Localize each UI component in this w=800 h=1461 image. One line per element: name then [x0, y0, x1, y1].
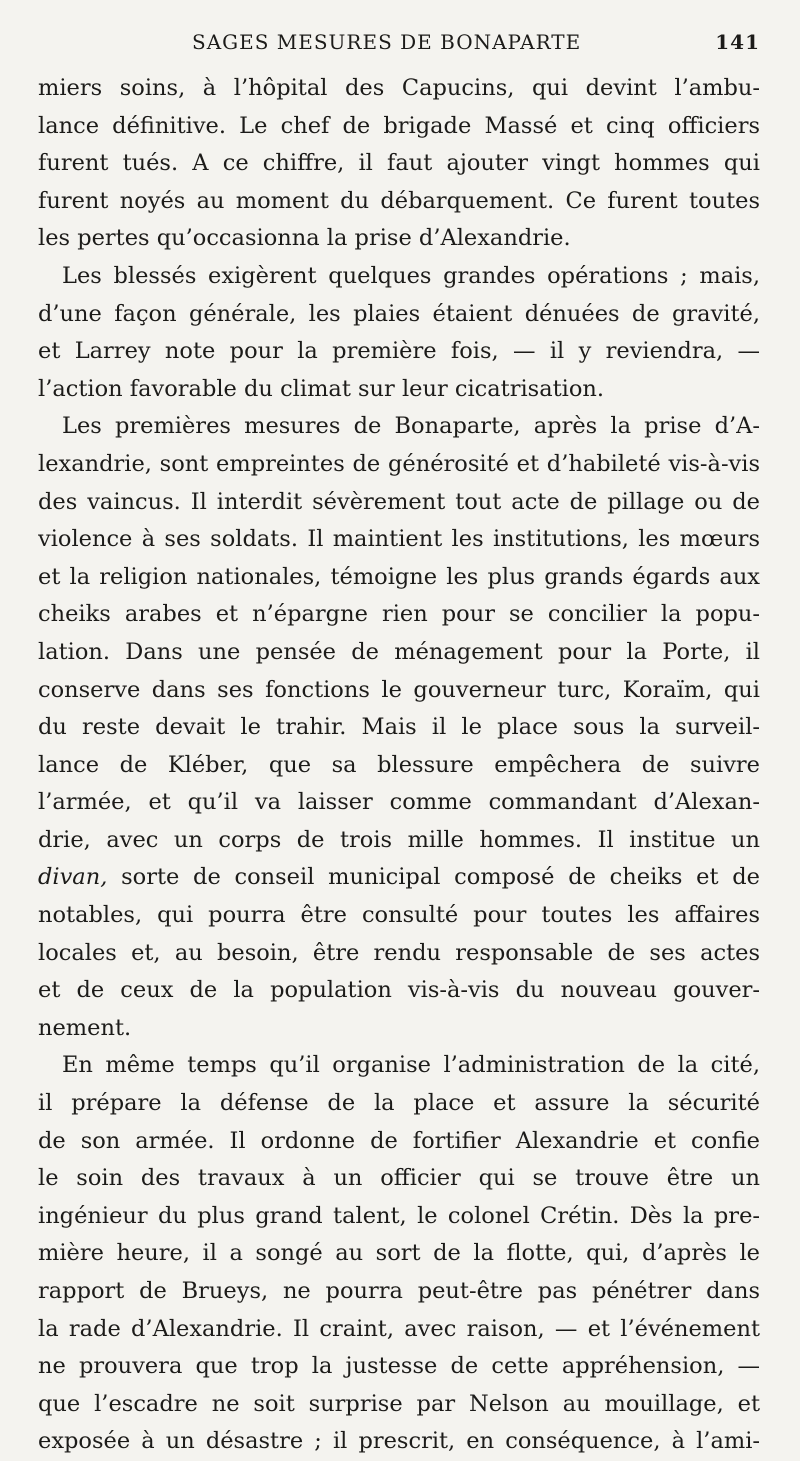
- text-line: miers soins, à l’hôpital des Capucins, qui devint l’ambu-: [38, 75, 760, 101]
- text-line: drie, avec un corps de trois mille hommes. Il institue un: [38, 826, 760, 853]
- text-line: et la religion nationales, témoigne les plus grands égards aux: [38, 563, 760, 590]
- text-line: il prépare la défense de la place et assure la sécurité: [38, 1090, 760, 1117]
- text-line: les pertes qu’occasionna la prise d’Alexandrie.: [38, 225, 571, 252]
- text-line: furent tués. A ce chiffre, il faut ajouter vingt hommes qui: [38, 150, 760, 177]
- text-line: l’armée, et qu’il va laisser comme commandant d’Alexan-: [38, 789, 760, 816]
- text-line: exposée à un désastre ; il prescrit, en conséquence, à l’ami-: [38, 1428, 760, 1455]
- text-line: du reste devait le trahir. Mais il le place sous la surveil-: [38, 714, 760, 741]
- text-line: conserve dans ses fonctions le gouverneur turc, Koraïm, qui: [38, 676, 760, 703]
- running-title: SAGES MESURES DE BONAPARTE: [192, 30, 582, 54]
- text-line: mière heure, il a songé au sort de la flotte, qui, d’après le: [38, 1240, 760, 1267]
- text-line: ingénieur du plus grand talent, le colonel Crétin. Dès la pre-: [38, 1202, 760, 1229]
- text-line: d’une façon générale, les plaies étaient dénuées de gravité,: [38, 300, 760, 327]
- text-line: lexandrie, sont empreintes de générosité et d’habileté vis-à-vis: [38, 450, 760, 477]
- text-line: notables, qui pourra être consulté pour toutes les affaires: [38, 902, 760, 929]
- text-line: lation. Dans une pensée de ménagement pour la Porte, il: [38, 638, 760, 665]
- text-line: et Larrey note pour la première fois, — il y reviendra, —: [38, 338, 760, 365]
- text-line: Les premières mesures de Bonaparte, après la prise d’A-: [62, 413, 760, 440]
- text-line: En même temps qu’il organise l’administration de la cité,: [62, 1052, 760, 1079]
- text-line: et de ceux de la population vis-à-vis du nouveau gouver-: [38, 977, 760, 1004]
- text-line: des vaincus. Il interdit sévèrement tout acte de pillage ou de: [38, 488, 760, 515]
- text-line: nement.: [38, 1014, 132, 1041]
- italic-word: divan,: [38, 864, 108, 891]
- body-text: [38, 70, 760, 1461]
- text-line: violence à ses soldats. Il maintient les institutions, les mœurs: [38, 526, 760, 553]
- text-line: la rade d’Alexandrie. Il craint, avec raison, — et l’événement: [38, 1315, 760, 1342]
- text-line: lance définitive. Le chef de brigade Massé et cinq officiers: [38, 112, 760, 139]
- text-line: le soin des travaux à un officier qui se trouve être un: [38, 1165, 760, 1192]
- page-header: [38, 30, 760, 60]
- text-line: furent noyés au moment du débarquement. Ce furent toutes: [38, 187, 760, 214]
- text-line: locales et, au besoin, être rendu responsable de ses actes: [38, 939, 760, 966]
- text-line: cheiks arabes et n’épargne rien pour se concilier la popu-: [38, 601, 760, 628]
- text-line: que l’escadre ne soit surprise par Nelson au mouillage, et: [38, 1390, 760, 1417]
- text-line: ne prouvera que trop la justesse de cette appréhension, —: [38, 1353, 760, 1380]
- page-number: 141: [715, 30, 760, 54]
- text-line: rapport de Brueys, ne pourra peut-être pas pénétrer dans: [38, 1278, 760, 1304]
- text-line: lance de Kléber, que sa blessure empêchera de suivre: [38, 751, 760, 778]
- text-line: Les blessés exigèrent quelques grandes opérations ; mais,: [62, 262, 760, 289]
- text-line: divan, sorte de conseil municipal composé de cheiks et de: [38, 864, 760, 891]
- text-line: de son armée. Il ordonne de fortifier Alexandrie et confie: [38, 1127, 760, 1154]
- text-line: l’action favorable du climat sur leur cicatrisation.: [38, 375, 605, 402]
